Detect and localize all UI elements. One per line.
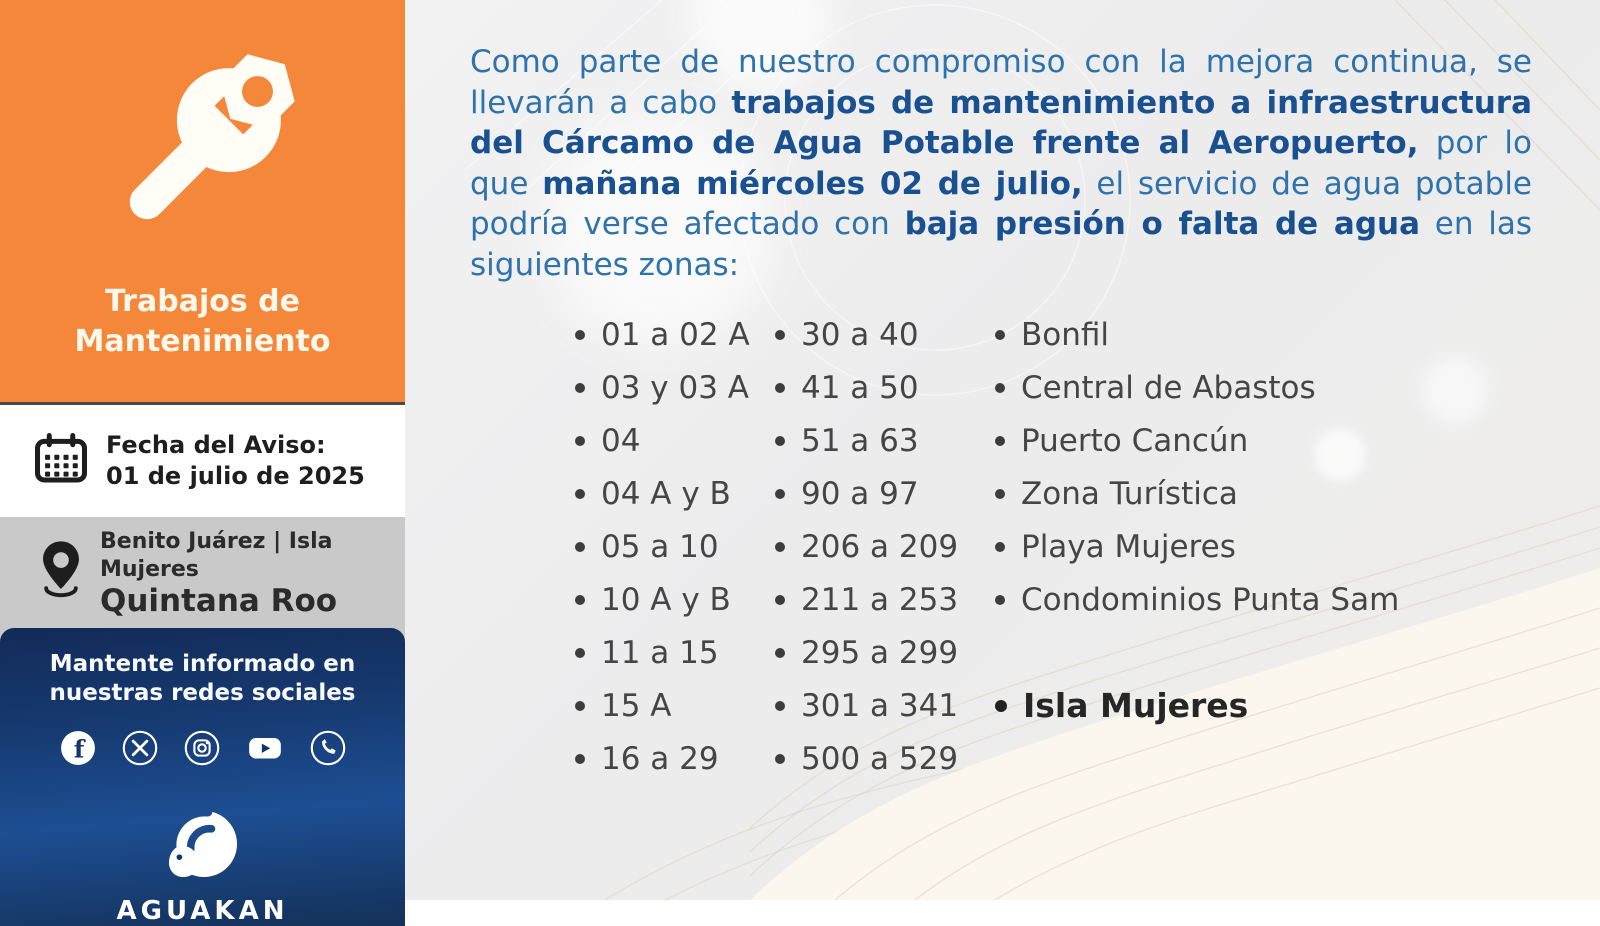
zone-label: 295 a 299 (801, 634, 959, 671)
brand-wordmark: AGUAKAN (116, 896, 289, 926)
zone-item (995, 308, 1399, 361)
notice-body (405, 0, 1600, 900)
zone-item (995, 414, 1399, 467)
svg-text:f: f (73, 734, 84, 764)
zone-label: 03 y 03 A (601, 369, 750, 406)
zone-label: Zona Turística (1021, 475, 1238, 512)
bullet-dot (575, 595, 585, 605)
announcement-paragraph (470, 42, 1532, 285)
bullet-dot (575, 489, 585, 499)
bullet-dot (575, 542, 585, 552)
zone-label: 500 a 529 (801, 740, 959, 777)
bullet-dot (995, 489, 1005, 499)
zone-item (775, 308, 995, 361)
zones-column-3-list (995, 308, 1399, 626)
social-heading-line2: nuestras redes sociales (49, 680, 356, 706)
poster-title-line2: Mantenimiento (74, 324, 331, 359)
zone-item (575, 573, 775, 626)
zone-label: 04 (601, 422, 641, 459)
calendar-icon (34, 433, 88, 489)
poster-title-line1: Trabajos de (105, 284, 300, 319)
bullet-dot (775, 330, 785, 340)
bullet-dot (995, 383, 1005, 393)
date-panel (0, 405, 405, 517)
zone-item (575, 679, 775, 732)
facebook-icon (60, 730, 96, 770)
zone-item (995, 361, 1399, 414)
social-icons-row (60, 730, 346, 770)
poster-title (75, 282, 331, 362)
zone-label: 301 a 341 (801, 687, 959, 724)
zone-item (575, 520, 775, 573)
pin-icon (36, 538, 86, 608)
bullet-dot (775, 542, 785, 552)
zone-label: Puerto Cancún (1021, 422, 1249, 459)
zone-item (775, 679, 995, 732)
bullet-dot (775, 489, 785, 499)
paragraph-segment: en las siguientes zonas: (470, 206, 1532, 283)
zone-label: 10 A y B (601, 581, 731, 618)
zone-item (575, 732, 775, 785)
zone-item (575, 626, 775, 679)
zone-label: 01 a 02 A (601, 316, 750, 353)
bullet-dot (575, 383, 585, 393)
zones-column-2 (775, 308, 995, 785)
zone-item (575, 414, 775, 467)
sidebar (0, 0, 405, 926)
zone-label: Central de Abastos (1021, 369, 1316, 406)
bullet-dot (775, 595, 785, 605)
paragraph-segment: el servicio de agua potable podría verse afectado con (470, 165, 1533, 242)
zone-item (775, 520, 995, 573)
zone-item (775, 626, 995, 679)
zone-item (775, 573, 995, 626)
zone-label: Bonfil (1021, 316, 1110, 353)
zone-item (995, 573, 1399, 626)
zone-label: 30 a 40 (801, 316, 919, 353)
paragraph-segment: Como parte de nuestro compromiso con la mejora continua, se llevarán a cabo (470, 44, 1532, 121)
zone-label: 41 a 50 (801, 369, 919, 406)
zone-highlight-item (995, 679, 1399, 732)
date-value: 01 de julio de 2025 (106, 462, 365, 490)
bullet-dot (575, 330, 585, 340)
x-twitter-icon (122, 730, 158, 770)
aguakan-wave-logo (151, 800, 255, 890)
zone-item (575, 361, 775, 414)
whatsapp-icon (310, 730, 346, 770)
zone-label: Condominios Punta Sam (1021, 581, 1400, 618)
zone-label: Isla Mujeres (1023, 686, 1249, 725)
bullet-dot (575, 754, 585, 764)
location-panel (0, 517, 405, 628)
zone-label: 206 a 209 (801, 528, 959, 565)
zone-item (995, 520, 1399, 573)
social-panel (0, 628, 405, 926)
bullet-dot (775, 436, 785, 446)
zone-item (995, 467, 1399, 520)
bullet-dot (575, 648, 585, 658)
bullet-dot (995, 542, 1005, 552)
bullet-dot (995, 595, 1005, 605)
paragraph-bold-segment: baja presión o falta de agua (904, 206, 1420, 242)
zone-item (575, 467, 775, 520)
paragraph-bold-segment: trabajos de mantenimiento a infraestructura del Cárcamo de Agua Potable frente al Aeropuerto, (470, 84, 1532, 161)
instagram-icon (184, 730, 220, 770)
maintenance-panel (0, 0, 405, 405)
zone-label: 04 A y B (601, 475, 731, 512)
zones-lists (575, 308, 1399, 785)
location-line1: Benito Juárez | Isla Mujeres (100, 528, 333, 582)
location-line2: Quintana Roo (100, 582, 338, 619)
social-heading (50, 650, 356, 708)
zone-label: 05 a 10 (601, 528, 719, 565)
bullet-dot (575, 436, 585, 446)
brand-block (117, 800, 289, 926)
zones-column-3 (995, 308, 1399, 785)
bullet-dot (995, 436, 1005, 446)
bullet-dot (575, 701, 585, 711)
zone-label: 15 A (601, 687, 672, 724)
social-heading-line1: Mantente informado en (49, 651, 356, 677)
zone-item (775, 361, 995, 414)
zone-label: 90 a 97 (801, 475, 919, 512)
location-text (100, 528, 405, 618)
zone-label: 211 a 253 (801, 581, 959, 618)
bullet-dot (775, 701, 785, 711)
date-label: Fecha del Aviso: (106, 431, 326, 459)
paragraph-segment: por lo que (470, 125, 1532, 202)
zone-label: Playa Mujeres (1021, 528, 1236, 565)
zone-item (775, 414, 995, 467)
zone-label: 11 a 15 (601, 634, 719, 671)
bullet-dot (775, 754, 785, 764)
bullet-dot (775, 383, 785, 393)
bullet-dot (775, 648, 785, 658)
wrench-icon (97, 40, 309, 256)
bullet-dot (995, 700, 1007, 712)
youtube-icon (246, 730, 284, 770)
zone-label: 16 a 29 (601, 740, 719, 777)
zone-label: 51 a 63 (801, 422, 919, 459)
zones-column-1 (575, 308, 775, 785)
zone-item (575, 308, 775, 361)
bullet-dot (995, 330, 1005, 340)
date-text (106, 430, 365, 492)
zone-item (775, 467, 995, 520)
paragraph-bold-segment: mañana miércoles 02 de julio, (542, 165, 1083, 202)
zone-item (775, 732, 995, 785)
